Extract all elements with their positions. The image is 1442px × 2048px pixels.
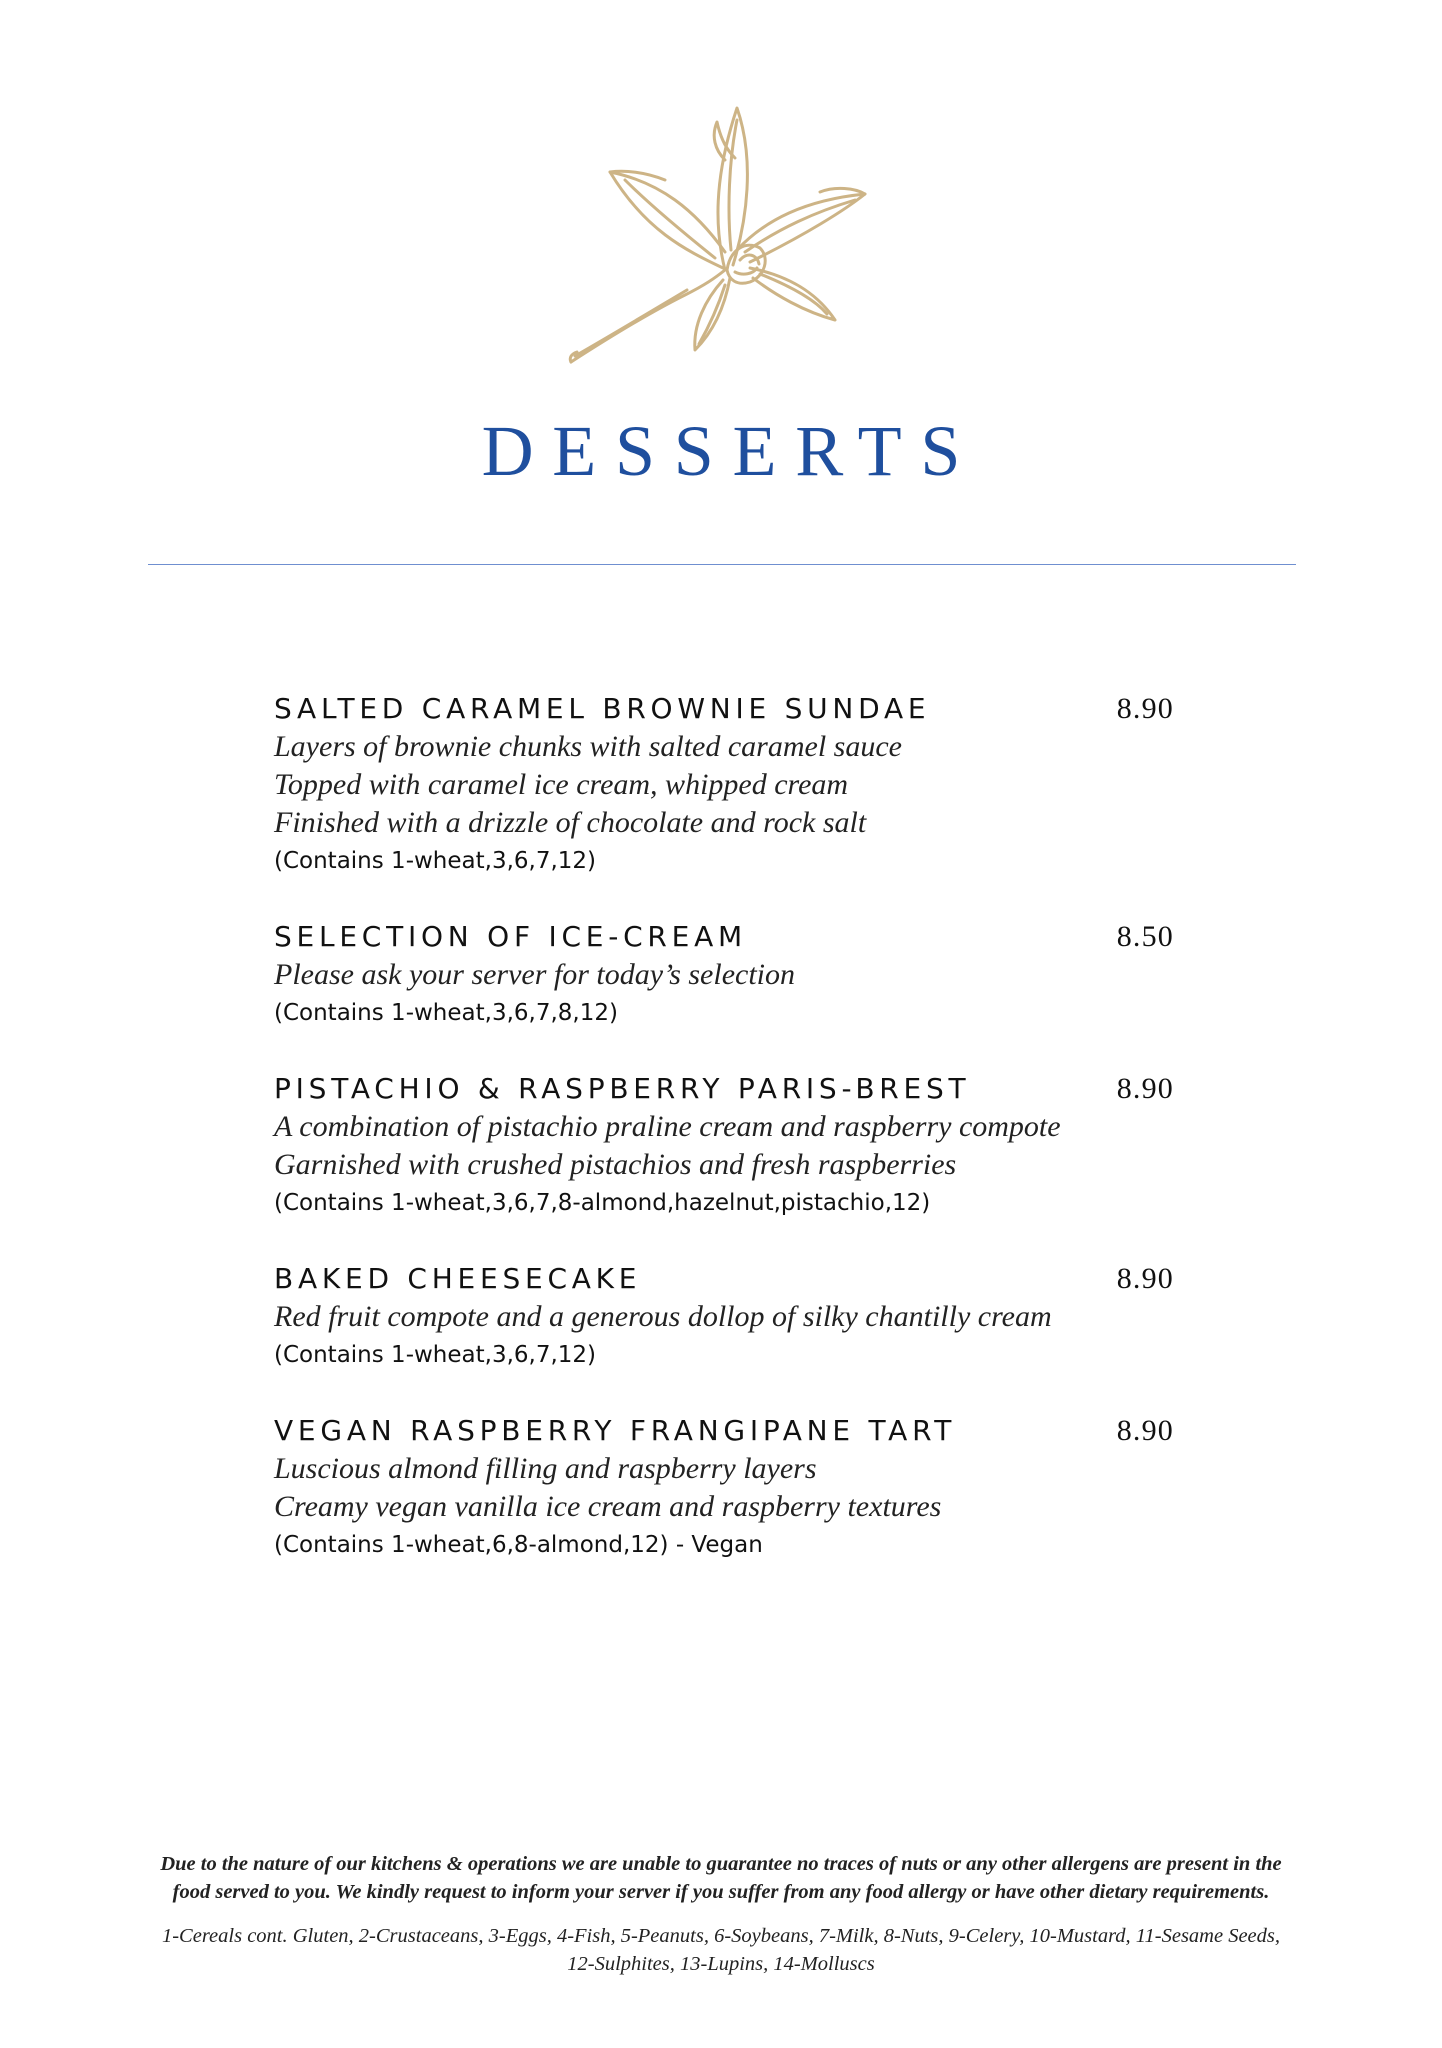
dessert-menu (274, 690, 1174, 1602)
menu-item (274, 918, 1174, 1032)
allergen-key-line: 12-Sulphites, 13-Lupins, 14-Molluscs (567, 1953, 875, 1975)
allergen-key (60, 1922, 1382, 1978)
item-allergens: (Contains 1-wheat,3,6,7,12) (274, 1342, 597, 1368)
item-description-line: Please ask your server for today’s selection (274, 958, 796, 991)
item-description-line: Creamy vegan vanilla ice cream and raspberry textures (274, 1490, 942, 1523)
item-allergens: (Contains 1-wheat,3,6,7,8,12) (274, 1000, 618, 1026)
item-price: 8.90 (1116, 1072, 1174, 1105)
item-price: 8.90 (1116, 1414, 1174, 1447)
item-price: 8.90 (1116, 1262, 1174, 1295)
item-price: 8.50 (1116, 920, 1174, 953)
item-allergens: (Contains 1-wheat,6,8-almond,12) - Vegan (274, 1532, 763, 1558)
item-description-line: Red fruit compote and a generous dollop of silky chantilly cream (274, 1300, 1052, 1333)
divider (148, 564, 1296, 565)
allergen-notice-line: food served to you. We kindly request to inform your server if you suffer from any food allergy or have other dietary requirements. (172, 1881, 1270, 1903)
item-allergens: (Contains 1-wheat,3,6,7,8-almond,hazelnut,pistachio,12) (274, 1190, 931, 1216)
page-title: DESSERTS (481, 411, 980, 491)
menu-item (274, 1412, 1174, 1564)
item-description-line: A combination of pistachio praline cream and raspberry compote (274, 1110, 1061, 1143)
item-allergens: (Contains 1-wheat,3,6,7,12) (274, 848, 597, 874)
item-description-line: Topped with caramel ice cream, whipped cream (274, 768, 849, 801)
allergen-notice-line: Due to the nature of our kitchens & operations we are unable to guarantee no traces of nuts or any other allergens are present in the (160, 1853, 1282, 1875)
menu-item (274, 1260, 1174, 1374)
item-description-line: Luscious almond filling and raspberry layers (274, 1452, 817, 1485)
allergen-key-line: 1-Cereals cont. Gluten, 2-Crustaceans, 3-Eggs, 4-Fish, 5-Peanuts, 6-Soybeans, 7-Milk, 8-Nuts, 9-Celery, 10-Mustard, 11-Sesame Seeds, (161, 1925, 1280, 1947)
allergen-footer (60, 1850, 1382, 1978)
item-name: PISTACHIO & RASPBERRY PARIS-BREST (274, 1072, 971, 1105)
item-description-line: Layers of brownie chunks with salted caramel sauce (274, 730, 902, 763)
item-description-line: Garnished with crushed pistachios and fresh raspberries (274, 1148, 957, 1181)
menu-item (274, 1070, 1174, 1222)
item-price: 8.90 (1116, 692, 1174, 725)
menu-item (274, 690, 1174, 880)
vanilla-flower-icon (565, 100, 885, 370)
item-description-line: Finished with a drizzle of chocolate and rock salt (274, 806, 867, 839)
item-name: VEGAN RASPBERRY FRANGIPANE TART (274, 1414, 957, 1447)
item-name: SELECTION OF ICE-CREAM (274, 920, 747, 953)
item-name: BAKED CHEESECAKE (274, 1262, 642, 1295)
item-name: SALTED CARAMEL BROWNIE SUNDAE (274, 692, 931, 725)
allergen-notice (60, 1850, 1382, 1906)
